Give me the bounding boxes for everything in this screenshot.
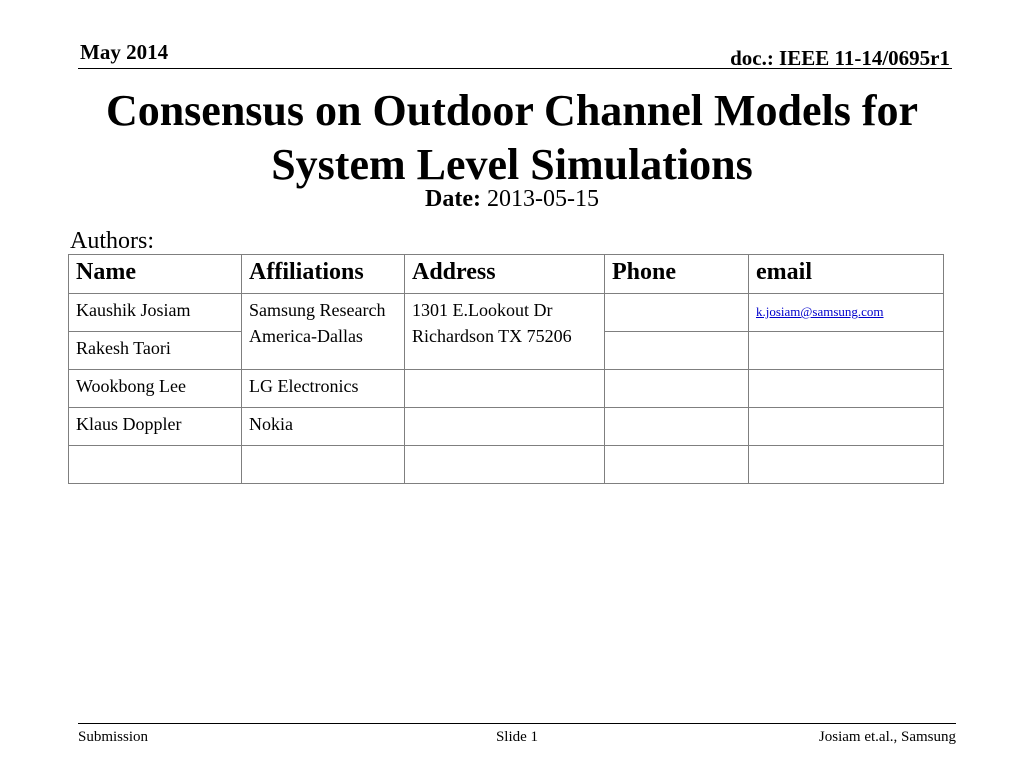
column-header-email: email — [749, 255, 944, 294]
cell-email — [749, 370, 944, 408]
cell-name: Rakesh Taori — [69, 332, 242, 370]
cell-email — [749, 332, 944, 370]
slide-title — [0, 84, 1024, 192]
cell-address — [405, 370, 605, 408]
cell-phone — [605, 370, 749, 408]
authors-table — [68, 254, 944, 484]
date-label: Date: — [425, 186, 481, 212]
cell-name: Wookbong Lee — [69, 370, 242, 408]
cell-name: Klaus Doppler — [69, 408, 242, 446]
table-row — [69, 408, 944, 446]
cell-email — [749, 294, 944, 332]
header-date: May 2014 — [80, 40, 169, 64]
cell-affiliation — [242, 446, 405, 484]
cell-name: Kaushik Josiam — [69, 294, 242, 332]
table-header-row — [69, 255, 944, 294]
cell-affiliation: Nokia — [242, 408, 405, 446]
column-header-address: Address — [405, 255, 605, 294]
cell-email — [749, 408, 944, 446]
slide-title-line-1: Consensus on Outdoor Channel Models for — [105, 86, 919, 135]
cell-address — [405, 408, 605, 446]
footer-authors: Josiam et.al., Samsung — [818, 729, 956, 745]
cell-affiliation: Samsung Research America-Dallas — [242, 294, 405, 370]
cell-address — [405, 446, 605, 484]
cell-phone — [605, 446, 749, 484]
date-line — [0, 186, 1024, 213]
cell-affiliation: LG Electronics — [242, 370, 405, 408]
column-header-phone: Phone — [605, 255, 749, 294]
table-row — [69, 294, 944, 332]
cell-name — [69, 446, 242, 484]
table-row — [69, 370, 944, 408]
footer-divider — [78, 723, 956, 724]
footer-slide-number: Slide 1 — [495, 729, 539, 745]
cell-phone — [605, 408, 749, 446]
header-divider — [78, 68, 952, 69]
cell-email — [749, 446, 944, 484]
footer-submission: Submission — [78, 729, 149, 745]
table-row — [69, 446, 944, 484]
column-header-name: Name — [69, 255, 242, 294]
cell-phone — [605, 332, 749, 370]
header-doc-id: doc.: IEEE 11-14/0695r1 — [730, 46, 950, 70]
cell-address: 1301 E.Lookout Dr Richardson TX 75206 — [405, 294, 605, 370]
column-header-affiliations: Affiliations — [242, 255, 405, 294]
date-value: 2013-05-15 — [486, 186, 599, 212]
email-link[interactable]: k.josiam@samsung.com — [756, 304, 884, 319]
authors-label: Authors: — [70, 228, 154, 254]
cell-phone — [605, 294, 749, 332]
slide-title-line-2: System Level Simulations — [271, 140, 753, 189]
